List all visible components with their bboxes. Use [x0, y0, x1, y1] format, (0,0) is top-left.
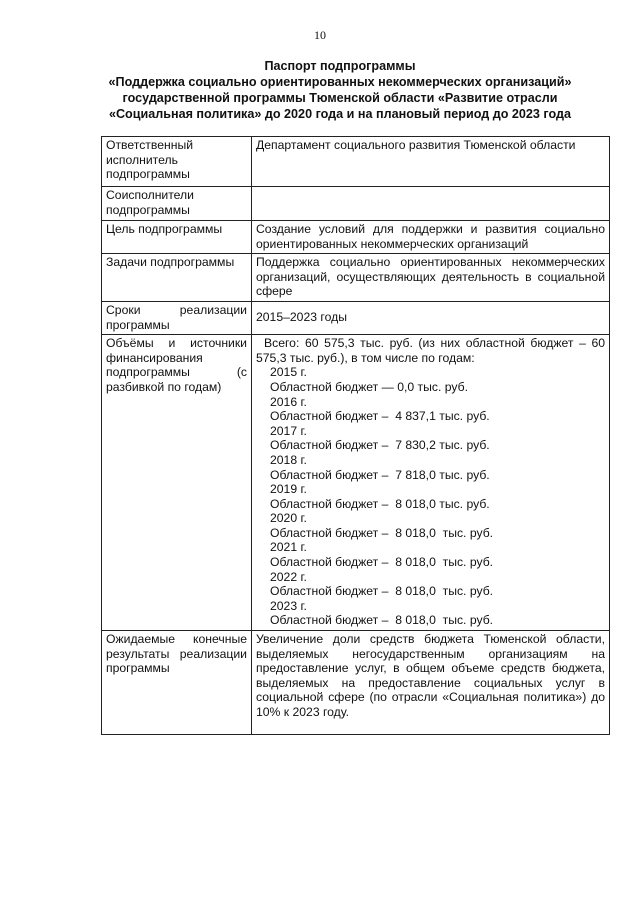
- table-row-tasks: [102, 254, 610, 302]
- executor-value: Департамент социального развития Тюменской области: [252, 137, 610, 187]
- terms-value: 2015–2023 годы: [252, 301, 610, 334]
- goal-value: Создание условий для поддержки и развития социально ориентированных некоммерческих организаций: [252, 221, 610, 254]
- title-line-3: государственной программы Тюменской области «Развитие отрасли: [122, 91, 558, 105]
- table-row-terms: [102, 301, 610, 334]
- funding-amount: Областной бюджет – 8 018,0 тыс. руб.: [270, 584, 494, 599]
- funding-amount: Областной бюджет – 8 018,0 тыс. руб.: [270, 555, 494, 570]
- tasks-value: Поддержка социально ориентированных некоммерческих организаций, осуществляющих деятельность в социальной сфере: [252, 254, 610, 302]
- title-line-1: Паспорт подпрограммы: [264, 59, 416, 73]
- funding-value: [252, 335, 610, 631]
- tasks-label: Задачи подпрограммы: [102, 254, 252, 302]
- coexecutors-value: [252, 187, 610, 221]
- funding-amount: Областной бюджет — 0,0 тыс. руб.: [270, 379, 468, 394]
- results-label: Ожидаемые конечные результаты реализации программы: [102, 631, 252, 735]
- table-row-funding: [102, 335, 610, 631]
- funding-year: 2018 г.: [270, 452, 307, 467]
- terms-label: Сроки реализации программы: [102, 301, 252, 334]
- funding-year: 2017 г.: [270, 423, 307, 438]
- funding-year: 2016 г.: [270, 394, 307, 409]
- funding-amount: Областной бюджет – 7 818,0 тыс. руб.: [270, 467, 490, 482]
- funding-year: 2021 г.: [270, 540, 307, 555]
- passport-table: [101, 136, 610, 735]
- table-row-results: [102, 631, 610, 735]
- funding-year: 2015 г.: [270, 365, 307, 380]
- coexecutors-label: Соисполнители подпрограммы: [102, 187, 252, 221]
- funding-label: Объёмы и источники финансирования подпрограммы (с разбивкой по годам): [102, 335, 252, 631]
- funding-amount: Областной бюджет – 7 830,2 тыс. руб.: [270, 438, 490, 453]
- document-title: [80, 58, 600, 122]
- title-line-4: «Социальная политика» до 2020 года и на плановый период до 2023 года: [108, 107, 572, 121]
- funding-total: Всего: 60 575,3 тыс. руб. (из них областной бюджет – 60 575,3 тыс. руб.), в том числе по годам:: [256, 336, 605, 365]
- funding-amount: Областной бюджет – 8 018,0 тыс. руб.: [270, 496, 490, 511]
- funding-amount: Областной бюджет – 8 018,0 тыс. руб.: [270, 525, 494, 540]
- goal-label: Цель подпрограммы: [102, 221, 252, 254]
- funding-year: 2022 г.: [270, 569, 307, 584]
- funding-year: 2023 г.: [270, 598, 307, 613]
- funding-year: 2019 г.: [270, 482, 307, 497]
- table-row-executor: [102, 137, 610, 187]
- table-row-coexecutors: [102, 187, 610, 221]
- results-value: Увеличение доли средств бюджета Тюменской области, выделяемых негосударственным организациям на предоставление услуг, в общем объеме средств бюджета, выделяемых на предоставление социальных услуг в социальной сфере (по отрасли «Социальная политика») до 10% к 2023 году.: [252, 631, 610, 735]
- funding-amount: Областной бюджет – 4 837,1 тыс. руб.: [270, 409, 490, 424]
- executor-label: Ответственный исполнитель подпрограммы: [102, 137, 252, 187]
- page-number: 10: [314, 28, 326, 42]
- funding-year: 2020 г.: [270, 511, 307, 526]
- title-line-2: «Поддержка социально ориентированных некоммерческих организаций»: [108, 75, 572, 89]
- funding-amount: Областной бюджет – 8 018,0 тыс. руб.: [270, 613, 494, 628]
- table-row-goal: [102, 221, 610, 254]
